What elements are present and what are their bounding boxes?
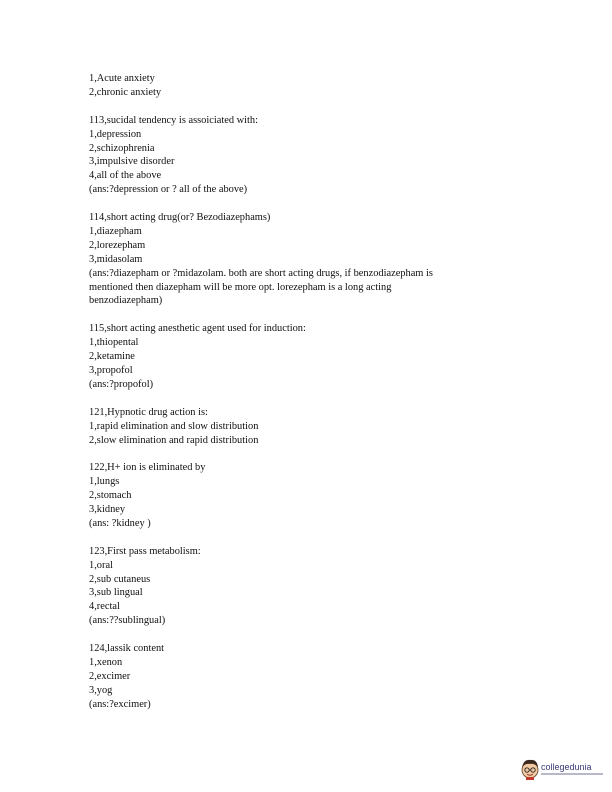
option-text: 3,yog <box>89 684 113 696</box>
option-text: 4,all of the above <box>89 170 162 182</box>
mascot-face-icon <box>520 758 540 780</box>
answer-text: (ans:??sublingual) <box>89 615 166 627</box>
answer-text: (ans:?excimer) <box>89 698 151 710</box>
option-text: 1,oral <box>89 559 113 571</box>
option-text: 2,slow elimination and rapid distribution <box>89 434 259 446</box>
option-text: 2,ketamine <box>89 351 135 363</box>
question-text: 114,short acting drug(or? Bezodiazephams) <box>89 212 271 224</box>
question-text: 115,short acting anesthetic agent used for induction: <box>89 323 306 335</box>
answer-text: (ans:?propofol) <box>89 378 154 390</box>
logo-tagline-bar <box>541 773 603 775</box>
option-text: 1,lungs <box>89 476 120 488</box>
option-text: 3,sub lingual <box>89 587 143 599</box>
text-line: 2,chronic anxiety <box>89 86 162 98</box>
option-text: 1,rapid elimination and slow distribution <box>89 420 259 432</box>
question-block-123 <box>89 545 529 628</box>
text-line: 1,Acute anxiety <box>89 73 155 84</box>
question-block-115 <box>89 322 529 392</box>
option-text: 2,lorezepham <box>89 239 146 251</box>
option-text: 3,propofol <box>89 364 133 376</box>
question-text: 123,First pass metabolism: <box>89 545 201 557</box>
question-text: 121,Hypnotic drug action is: <box>89 406 208 418</box>
question-block-124 <box>89 642 529 712</box>
question-text: 122,H+ ion is eliminated by <box>89 462 206 474</box>
option-text: 1,thiopental <box>89 337 139 349</box>
question-block-113 <box>89 114 529 197</box>
question-block-122 <box>89 461 529 531</box>
option-text: 2,schizophrenia <box>89 142 155 154</box>
option-text: 2,sub cutaneus <box>89 573 151 585</box>
option-text: 1,depression <box>89 128 142 140</box>
answer-text: benzodiazepham) <box>89 295 163 307</box>
option-text: 3,impulsive disorder <box>89 156 175 168</box>
question-block-121 <box>89 406 529 448</box>
question-text: 113,sucidal tendency is assoiciated with: <box>89 114 258 126</box>
collegedunia-logo <box>520 756 606 784</box>
logo-wordmark: collegedunia <box>541 762 592 772</box>
question-block-intro <box>89 72 529 100</box>
document-body <box>89 72 529 725</box>
answer-text: mentioned then diazepham will be more opt. lorezepham is a long acting <box>89 281 392 293</box>
option-text: 4,rectal <box>89 601 120 613</box>
option-text: 1,diazepham <box>89 225 142 237</box>
option-text: 3,midasolam <box>89 253 143 265</box>
answer-text: (ans: ?kidney ) <box>89 517 151 529</box>
option-text: 3,kidney <box>89 504 126 516</box>
question-text: 124,lassik content <box>89 643 165 655</box>
answer-text: (ans:?diazepham or ?midazolam. both are short acting drugs, if benzodiazepham is <box>89 267 433 279</box>
question-block-114 <box>89 211 529 308</box>
option-text: 1,xenon <box>89 656 123 668</box>
option-text: 2,stomach <box>89 490 132 502</box>
option-text: 2,excimer <box>89 670 131 682</box>
answer-text: (ans:?depression or ? all of the above) <box>89 184 248 196</box>
